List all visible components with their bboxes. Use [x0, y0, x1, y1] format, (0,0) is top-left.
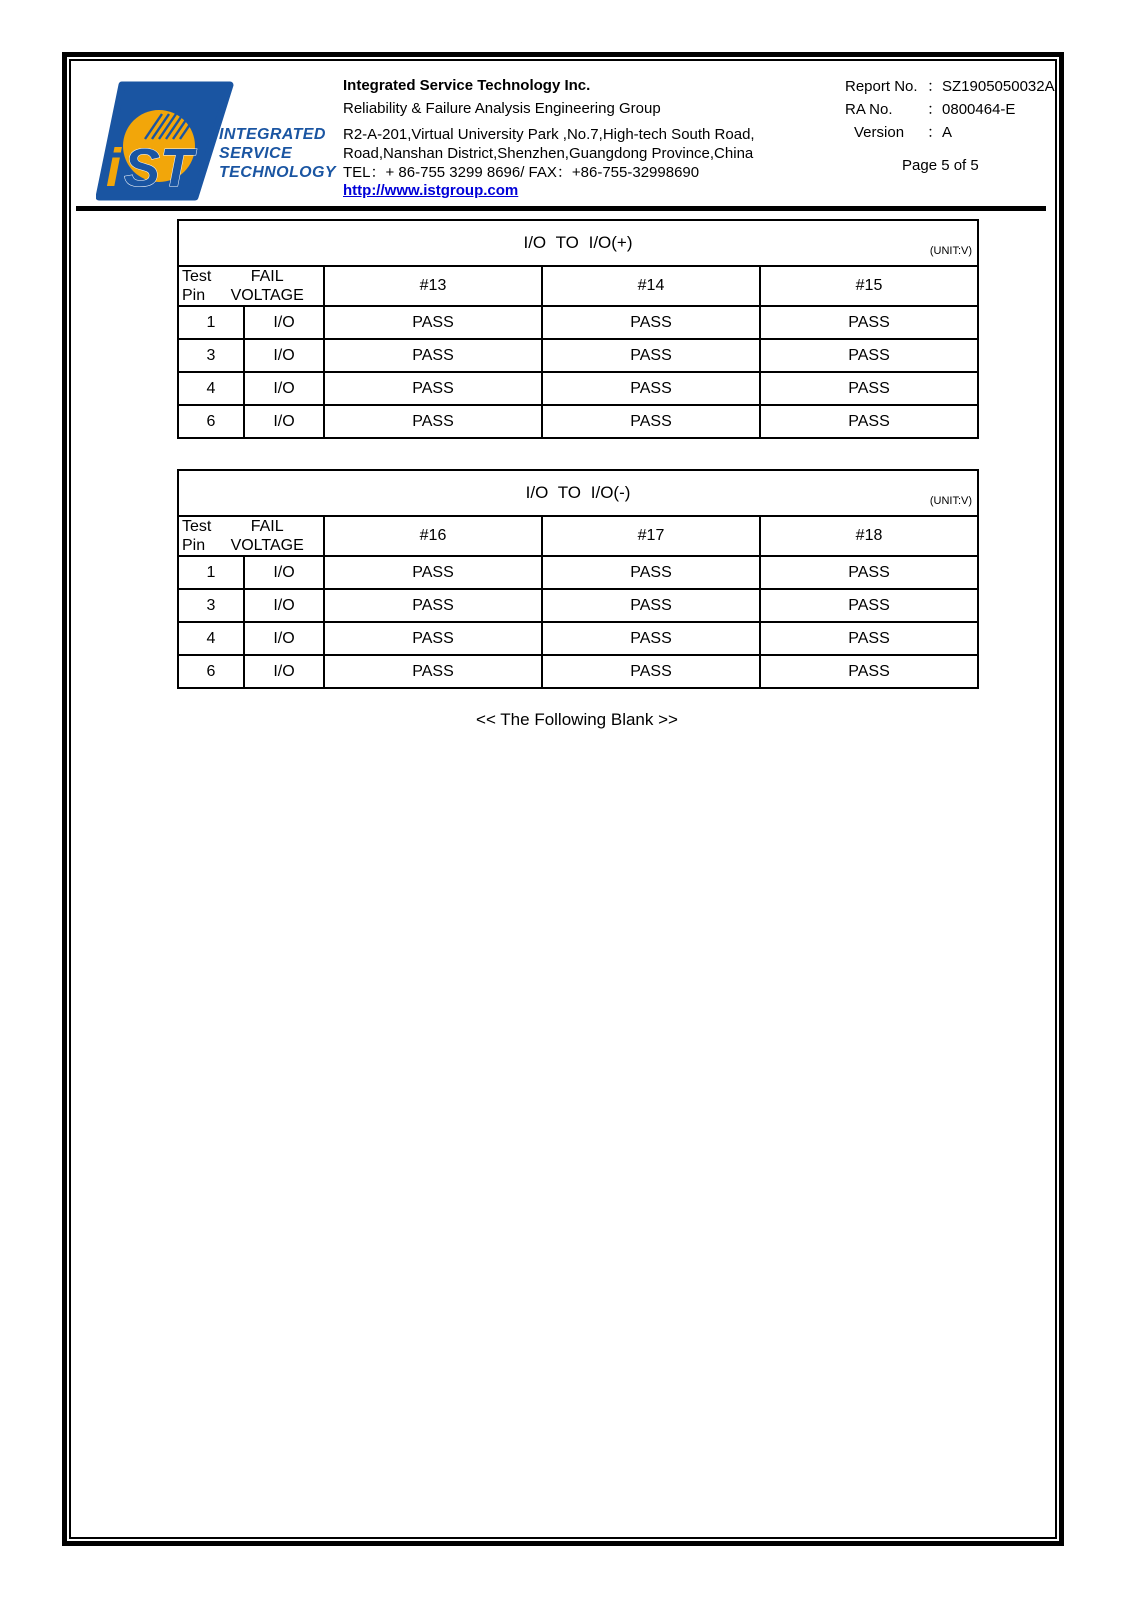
table-header-row: [178, 266, 978, 306]
pin-cell: 3: [178, 589, 244, 622]
result-cell: PASS: [542, 622, 760, 655]
company-website-link[interactable]: http://www.istgroup.com: [343, 182, 519, 199]
logo-word-technology: TECHNOLOGY: [219, 164, 336, 181]
table-row: [178, 405, 978, 438]
unit-label: (UNIT:V): [929, 495, 973, 507]
ra-no-label: RA No.: [845, 101, 893, 118]
result-cell: PASS: [760, 622, 978, 655]
logo-mark-st: ST: [124, 138, 194, 198]
company-address-line2: Road,Nanshan District,Shenzhen,Guangdong Province,China: [343, 145, 754, 162]
ra-no-value: 0800464-E: [942, 101, 1016, 118]
logo-wordmark: [219, 125, 336, 182]
test-pin-header: Test Pin: [182, 518, 212, 554]
column-header: #16: [324, 516, 542, 556]
result-cell: PASS: [324, 405, 542, 438]
result-cell: PASS: [542, 589, 760, 622]
pin-cell: 1: [178, 306, 244, 339]
result-cell: PASS: [542, 655, 760, 688]
table-row: [178, 622, 978, 655]
pin-voltage-header-cell: [178, 266, 324, 306]
table-title: I/O TO I/O(-): [525, 483, 631, 502]
pin-cell: 4: [178, 372, 244, 405]
fail-voltage-cell: I/O: [244, 306, 324, 339]
result-cell: PASS: [324, 556, 542, 589]
company-group: Reliability & Failure Analysis Engineering Group: [343, 100, 661, 117]
result-cell: PASS: [542, 405, 760, 438]
pin-cell: 3: [178, 339, 244, 372]
ra-no-row: [845, 101, 1055, 119]
column-header: #13: [324, 266, 542, 306]
pin-cell: 6: [178, 405, 244, 438]
table-title: I/O TO I/O(+): [523, 233, 633, 252]
version-row: [845, 124, 1055, 142]
company-address-line1: R2-A-201,Virtual University Park ,No.7,High-tech South Road,: [343, 126, 755, 143]
table-title-cell: [178, 470, 978, 516]
table-io-plus: [177, 219, 979, 439]
table-row: [178, 306, 978, 339]
table-title-row: [178, 220, 978, 266]
ist-logo: [96, 81, 236, 203]
result-cell: PASS: [760, 306, 978, 339]
pin-cell: 4: [178, 622, 244, 655]
report-no-value: SZ1905050032A: [942, 78, 1055, 95]
result-cell: PASS: [324, 622, 542, 655]
fail-voltage-cell: I/O: [244, 655, 324, 688]
column-header: #15: [760, 266, 978, 306]
result-cell: PASS: [760, 405, 978, 438]
report-no-label: Report No.: [845, 78, 918, 95]
result-cell: PASS: [324, 306, 542, 339]
company-info: [343, 76, 755, 200]
result-cell: PASS: [760, 655, 978, 688]
result-cell: PASS: [760, 589, 978, 622]
table-row: [178, 372, 978, 405]
result-cell: PASS: [324, 655, 542, 688]
unit-label: (UNIT:V): [929, 245, 973, 257]
report-no-row: [845, 78, 1055, 96]
pin-cell: 1: [178, 556, 244, 589]
header-divider: [76, 206, 1046, 211]
table-row: [178, 589, 978, 622]
result-cell: PASS: [760, 556, 978, 589]
table-header-row: [178, 516, 978, 556]
result-cell: PASS: [542, 372, 760, 405]
result-cell: PASS: [324, 339, 542, 372]
table-title-row: [178, 470, 978, 516]
report-no-colon: ：: [927, 78, 943, 95]
result-cell: PASS: [760, 372, 978, 405]
fail-voltage-header: FAIL VOLTAGE: [230, 518, 304, 554]
ra-no-colon: ：: [927, 101, 943, 118]
table-title-cell: [178, 220, 978, 266]
company-name: Integrated Service Technology Inc.: [343, 77, 591, 94]
version-value: A: [942, 124, 953, 141]
version-colon: ：: [927, 124, 943, 141]
version-label: Version: [854, 124, 905, 141]
fail-voltage-cell: I/O: [244, 589, 324, 622]
page-number: Page 5 of 5: [902, 157, 979, 174]
result-cell: PASS: [324, 589, 542, 622]
result-cell: PASS: [542, 306, 760, 339]
table-row: [178, 339, 978, 372]
logo-word-service: SERVICE: [219, 145, 293, 162]
result-cell: PASS: [542, 339, 760, 372]
result-cell: PASS: [542, 556, 760, 589]
table-row: [178, 655, 978, 688]
fail-voltage-cell: I/O: [244, 622, 324, 655]
column-header: #18: [760, 516, 978, 556]
pin-cell: 6: [178, 655, 244, 688]
logo-mark-i: i: [106, 138, 122, 198]
result-cell: PASS: [760, 339, 978, 372]
fail-voltage-cell: I/O: [244, 405, 324, 438]
following-blank-note: << The Following Blank >>: [476, 710, 678, 729]
result-cell: PASS: [324, 372, 542, 405]
company-tel-fax: TEL：+ 86-755 3299 8696/ FAX：+86-755-32998690: [343, 164, 700, 181]
test-pin-header: Test Pin: [182, 268, 212, 304]
logo-word-integrated: INTEGRATED: [219, 126, 326, 143]
fail-voltage-header: FAIL VOLTAGE: [230, 268, 304, 304]
table-io-minus: [177, 469, 979, 689]
column-header: #17: [542, 516, 760, 556]
fail-voltage-cell: I/O: [244, 339, 324, 372]
column-header: #14: [542, 266, 760, 306]
report-info: [845, 78, 1055, 147]
fail-voltage-cell: I/O: [244, 372, 324, 405]
table-row: [178, 556, 978, 589]
pin-voltage-header-cell: [178, 516, 324, 556]
fail-voltage-cell: I/O: [244, 556, 324, 589]
